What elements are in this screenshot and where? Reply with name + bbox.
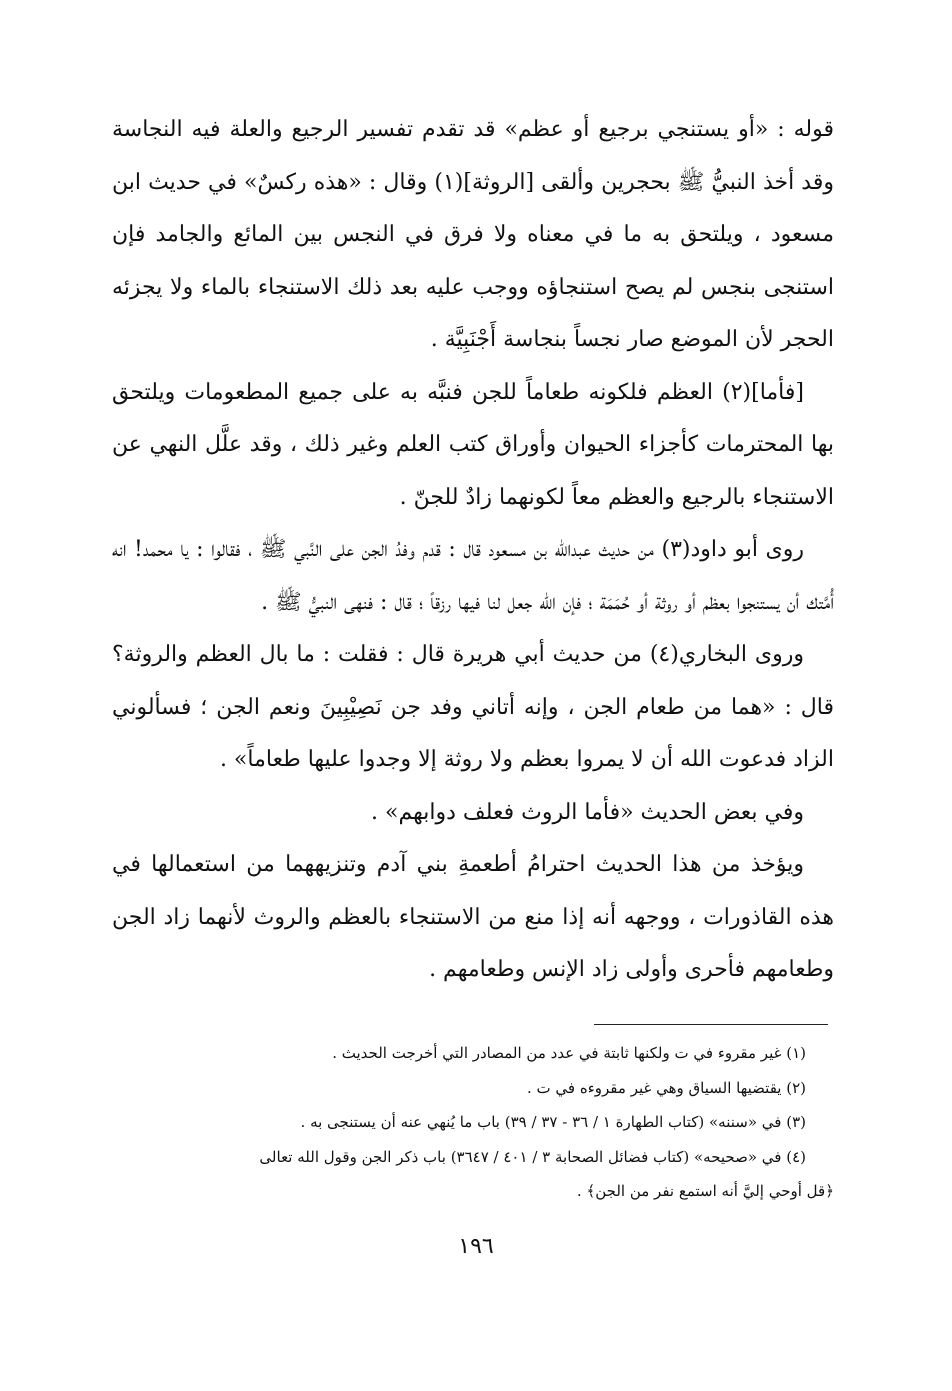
footnote-divider [594,1024,828,1025]
footnotes [112,1036,834,1209]
main-text [112,104,834,997]
paragraph-2: [فأما](٢) العظم فلكونه طعاماً للجن فنبَّه به على جميع المطعومات ويلتحق بها المحترمات كأجزاء الحيوان وأوراق كتب العلم وغير ذلك ، وقد علَّل النهي عن الاستنجاء بالرجيع والعظم معاً لكونهما زادٌ للجنّ . [112,379,834,510]
paragraph-4: وروى البخاري(٤) من حديث أبي هريرة قال : فقلت : ما بال العظم والروثة؟ قال : «هما من طعام الجن ، وإنه أتاني وفد جن نَصِيْبِينَ ونعم الجن ؛ فسألوني الزاد فدعوت الله أن لا يمروا بعظم ولا روثة إلا وجدوا عليها طعاماً» . [112,642,834,772]
page-number: ١٩٦ [458,1234,494,1259]
footnote-4: (٤) في «صحيحه» (كتاب فضائل الصحابة ٣ / ٤٠١ / ٣٦٤٧) باب ذكر الجن وقول الله تعالى [259,1147,806,1166]
footnote-2: (٢) يقتضيها السياق وهي غير مقروءه في ت . [527,1078,806,1097]
paragraph-1: قوله : «أو يستنجي برجيع أو عظم» قد تقدم تفسير الرجيع والعلة فيه النجاسة وقد أخذ النبيُّ ﷺ بحجرين وألقى [الروثة](١) وقال : «هذه ركسٌ» في حديث ابن مسعود ، ويلتحق به ما في معناه ولا فرق في النجس بين المائع والجامد فإن استنجى بنجس لم يصح استنجاؤه ووجب عليه بعد ذلك الاستنجاء بالماء ولا يجزئه الحجر لأن الموضع صار نجساً بنجاسة أَجْنَبِيَّة . [112,117,834,352]
paragraph-5: وفي بعض الحديث «فأما الروث فعلف دوابهم» . [371,799,804,825]
footnote-4-continuation: ﴿قل أوحي إليَّ أنه استمع نفر من الجن﴾ . [576,1182,834,1200]
paragraph-6: ويؤخذ من هذا الحديث احترامُ أطعمةِ بني آدم وتنزيههما من استعمالها في هذه القاذورات ، ووجهه أنه إذا منع من الاستنجاء بالعظم والروث لأنهما زاد الجن وطعامهم فأحرى وأولى زاد الإنس وطعامهم . [112,852,835,982]
footnote-3: (٣) في «سننه» (كتاب الطهارة ١ / ٣٦ - ٣٧ / ٣٩) باب ما يُنهي عنه أن يستنجى به . [300,1113,806,1131]
paragraph-3: روى أبو داود(٣) من حديث عبدالله بن مسعود قال : قدم وفدُ الجن على النَّبي ﷺ ، فقالوا : يا محمد! انه أُمَّتك أن يستنجوا بعظم أو روثة أو حُمَمَة ؛ فإن الله جعل لنا فيها رزقاً ؛ قال : فنهى النبيُّ ﷺ . [112,537,834,615]
footnote-1: (١) غير مقروء في ت ولكنها ثابتة في عدد من المصادر التي أخرجت الحديث . [332,1044,806,1062]
